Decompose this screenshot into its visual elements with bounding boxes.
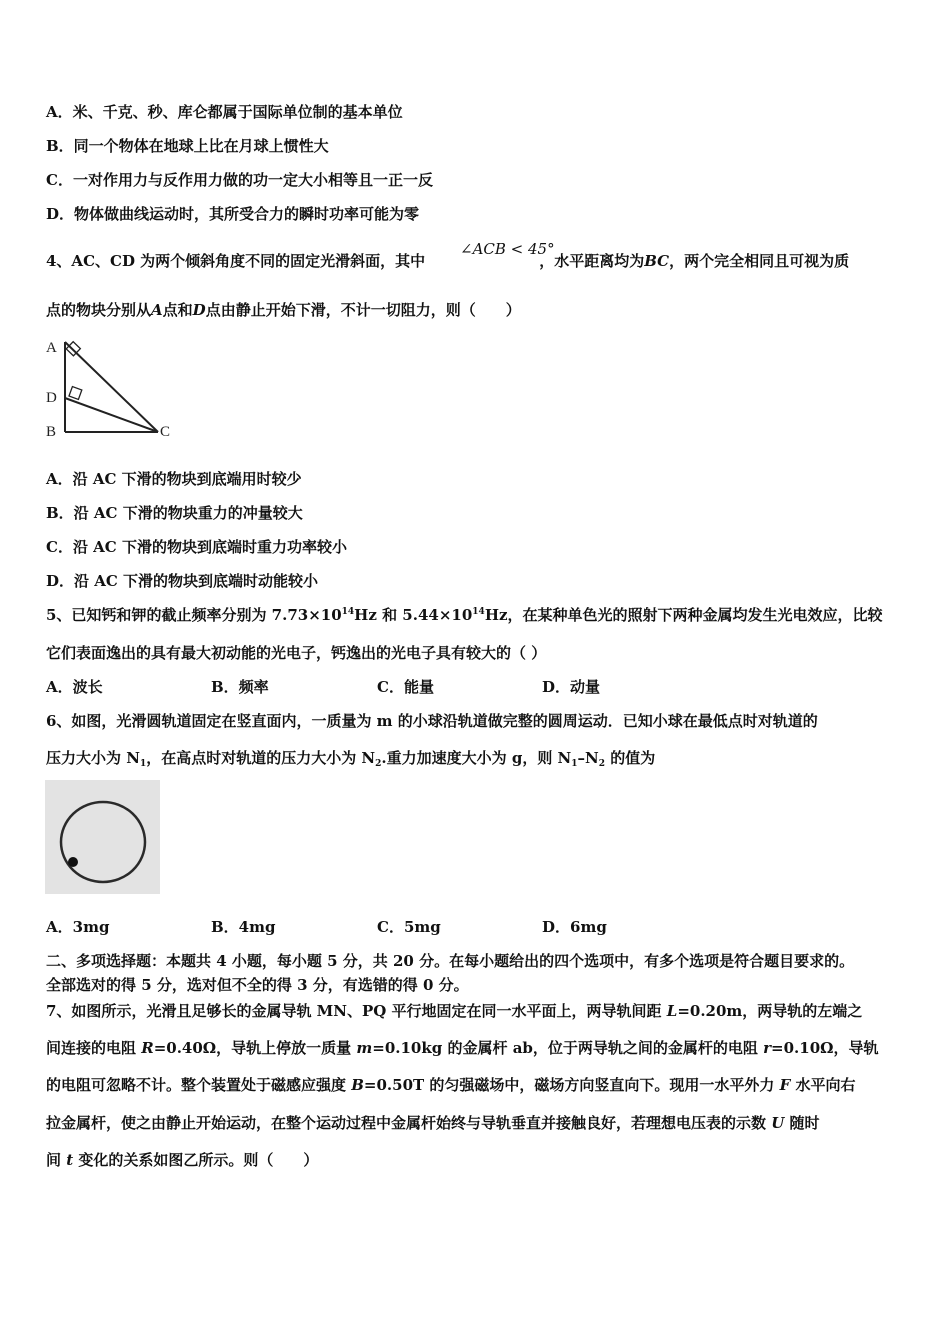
ball-icon [68, 857, 78, 867]
label-d: D [46, 390, 57, 406]
q6-stem-line2: 压力大小为 $N_1$，在高点时对轨道的压力大小为 $N_2$.重力加速度大小为 g，则 $N_1-N_2$ 的值为 [46, 749, 656, 769]
q4-option-a: A．沿 AC 下滑的物块到底端用时较少 [46, 470, 302, 488]
angle-condition: ∠ACB < 45° [460, 240, 555, 258]
q7-stem-line2: 间连接的电阻 R=0.40Ω，导轨上停放一质量 m=0.10kg 的金属杆 ab，位于两导轨之间的金属杆的电阻 r=0.10Ω，导轨 [46, 1039, 879, 1057]
q5-option-b: B．频率 [211, 678, 269, 696]
circular-track-photo [45, 780, 160, 894]
q6-option-d: D．6mg [542, 918, 607, 936]
q5-option-c: C．能量 [377, 678, 434, 696]
q6-option-a: A．3mg [46, 918, 110, 936]
q7-stem-line3: 的电阻可忽略不计。整个装置处于磁感应强度 B=0.50T 的匀强磁场中，磁场方向竖直向下。现用一水平外力 F 水平向右 [46, 1076, 856, 1094]
q3-option-a: A．米、千克、秒、库仑都属于国际单位制的基本单位 [46, 103, 403, 121]
q6-option-b: B．4mg [211, 918, 276, 936]
q5-option-a: A．波长 [46, 678, 103, 696]
q7-stem-line4: 拉金属杆，使之由静止开始运动，在整个运动过程中金属杆始终与导轨垂直并接触良好，若理想电压表的示数 U 随时 [46, 1114, 820, 1132]
q3-option-c: C．一对作用力与反作用力做的功一定大小相等且一正一反 [46, 171, 433, 189]
q6-option-c: C．5mg [377, 918, 441, 936]
q4-option-c: C．沿 AC 下滑的物块到底端时重力功率较小 [46, 538, 347, 556]
q3-option-d: D．物体做曲线运动时，其所受合力的瞬时功率可能为零 [46, 205, 420, 223]
q6-stem-line1: 6、如图，光滑圆轨道固定在竖直面内，一质量为 m 的小球沿轨道做完整的圆周运动．已知小球在最低点时对轨道的 [46, 712, 818, 730]
section2-heading-line2: 全部选对的得 5 分，选对但不全的得 3 分，有选错的得 0 分。 [46, 976, 469, 994]
label-c: C [160, 424, 171, 440]
incline-figure [40, 330, 180, 445]
q5-stem-line2: 它们表面逸出的具有最大初动能的光电子，钙逸出的光电子具有较大的（ ） [46, 644, 547, 662]
q7-stem-line1: 7、如图所示，光滑且足够长的金属导轨 MN、PQ 平行地固定在同一水平面上，两导轨间距 L=0.20m，两导轨的左端之 [46, 1002, 863, 1020]
q4-option-b: B．沿 AC 下滑的物块重力的冲量较大 [46, 504, 303, 522]
q5-stem-line1: 5、已知钙和钾的截止频率分别为 $7.73\times 10^{14}Hz$ 和 $5.44\times 10^{14}Hz$，在某种单色光的照射下两种金属均发生光电效应，比较 [46, 606, 883, 624]
section2-heading-line1: 二、多项选择题：本题共 4 小题，每小题 5 分，共 20 分。在每小题给出的四个选项中，有多个选项是符合题目要求的。 [46, 952, 855, 970]
q4-stem-line1: 4、AC、CD 为两个倾斜角度不同的固定光滑斜面，其中 ，水平距离均为BC，两个完全相同且可视为质 [46, 252, 850, 270]
q7-stem-line5: 间 t 变化的关系如图乙所示。则（ ） [46, 1151, 319, 1169]
q3-option-b: B．同一个物体在地球上比在月球上惯性大 [46, 137, 329, 155]
label-b: B [46, 424, 57, 440]
label-a: A [46, 340, 57, 356]
q5-option-d: D．动量 [542, 678, 601, 696]
q4-option-d: D．沿 AC 下滑的物块到底端时动能较小 [46, 572, 319, 590]
q4-stem-line2: 点的物块分别从A点和D点由静止开始下滑，不计一切阻力，则（ ） [46, 301, 521, 319]
